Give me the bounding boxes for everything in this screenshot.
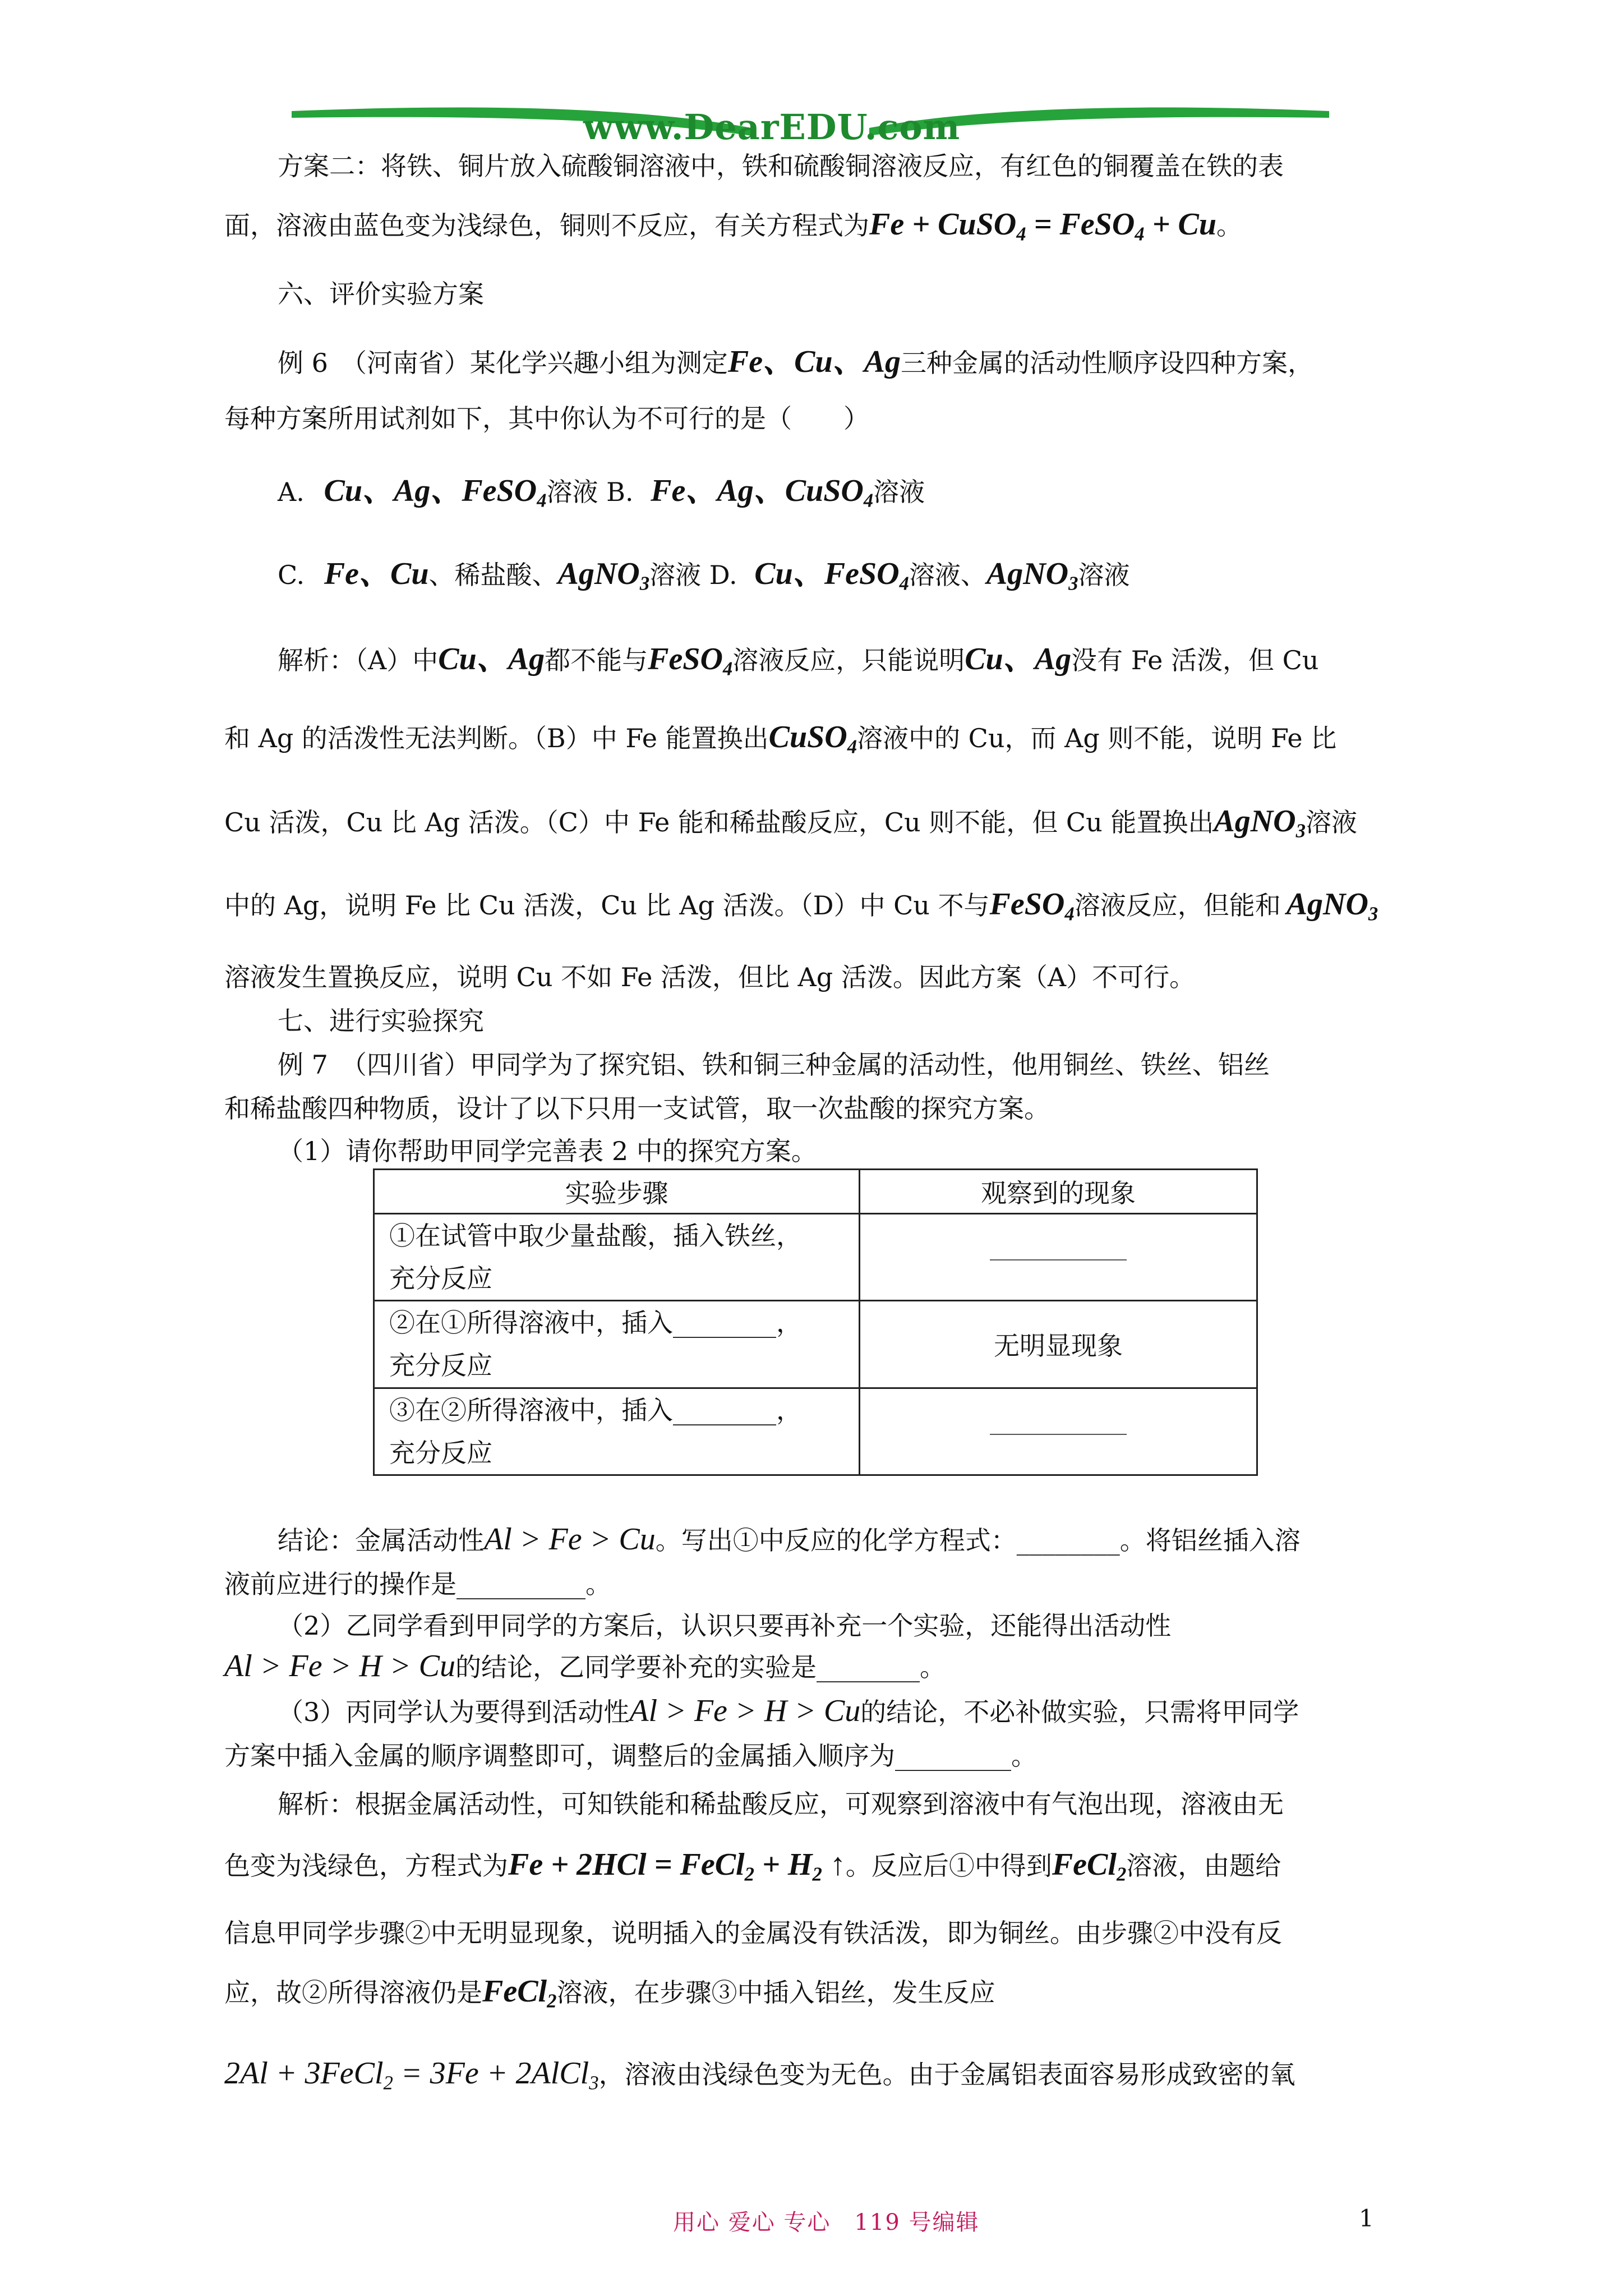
question-line: （2）乙同学看到甲同学的方案后，认识只要再补充一个实验，还能得出活动性 bbox=[278, 1611, 1172, 1641]
paragraph-line: 解析：（A）中Cu、Ag都不能与FeSO$_4$溶液反应，只能说明Cu、Ag没有 Fe 活泼，但 Cu bbox=[278, 642, 1319, 680]
paragraph-line: 信息甲同学步骤②中无明显现象，说明插入的金属没有铁活泼，即为铜丝。由步骤②中没有反 bbox=[224, 1918, 1282, 1948]
question-line: （3）丙同学认为要得到活动性Al > Fe > H > Cu的结论，不必补做实验，只需将甲同学 bbox=[278, 1694, 1299, 1728]
table-header: 观察到的现象 bbox=[860, 1170, 1257, 1214]
section-heading: 六、评价实验方案 bbox=[278, 279, 484, 309]
paragraph-line: 液前应进行的操作是__________。 bbox=[224, 1569, 611, 1599]
paragraph-line: 解析：根据金属活动性，可知铁能和稀盐酸反应，可观察到溶液中有气泡出现，溶液由无 bbox=[278, 1789, 1284, 1819]
paragraph-line: Al > Fe > H > Cu的结论，乙同学要补充的实验是________。 bbox=[224, 1649, 946, 1683]
paragraph-line: 结论：金属活动性Al > Fe > Cu。写出①中反应的化学方程式：________。将铝丝插入溶 bbox=[278, 1522, 1301, 1557]
table-row bbox=[374, 1214, 1257, 1301]
paragraph-line: 2Al + 3FeCl$_2$ = 3Fe + 2AlCl$_3$，溶液由浅绿色变为无色。由于金属铝表面容易形成致密的氧 bbox=[224, 2056, 1295, 2094]
paragraph-line: 溶液发生置换反应，说明 Cu 不如 Fe 活泼，但比 Ag 活泼。因此方案（A）不可行。 bbox=[224, 962, 1196, 992]
table-header-row bbox=[374, 1170, 1257, 1214]
paragraph-line: 应，故②所得溶液仍是FeCl$_2$溶液，在步骤③中插入铝丝，发生反应 bbox=[224, 1974, 995, 2012]
experiment-table bbox=[373, 1168, 1258, 1476]
option-line-ab: A. Cu、Ag、FeSO$_4$溶液 B. Fe、Ag、CuSO$_4$溶液 bbox=[278, 473, 925, 512]
question-line: （1）请你帮助甲同学完善表 2 中的探究方案。 bbox=[278, 1136, 817, 1166]
paragraph-line: 例 6 （河南省）某化学兴趣小组为测定Fe、Cu、Ag三种金属的活动性顺序设四种方案， bbox=[278, 344, 1313, 379]
paragraph-line: 方案二：将铁、铜片放入硫酸铜溶液中，铁和硫酸铜溶液反应，有红色的铜覆盖在铁的表 bbox=[278, 151, 1284, 181]
table-cell-step: ①在试管中取少量盐酸，插入铁丝， 充分反应 bbox=[374, 1214, 860, 1301]
header-site-name: www.DearEDU.com bbox=[583, 107, 961, 148]
paragraph-line: 面，溶液由蓝色变为浅绿色，铜则不反应，有关方程式为Fe + CuSO$_4$ = FeSO$_4$ + Cu。 bbox=[224, 207, 1243, 245]
table-cell-observation: 无明显现象 bbox=[860, 1301, 1257, 1388]
answer-blank bbox=[990, 1433, 1127, 1435]
table-cell-step: ②在①所得溶液中，插入________， 充分反应 bbox=[374, 1301, 860, 1388]
table-cell-step: ③在②所得溶液中，插入________， 充分反应 bbox=[374, 1388, 860, 1475]
paragraph-line: Cu 活泼，Cu 比 Ag 活泼。（C）中 Fe 能和稀盐酸反应，Cu 则不能，但 Cu 能置换出AgNO$_3$溶液 bbox=[224, 804, 1357, 842]
equation: Fe + CuSO$_4$ = FeSO$_4$ + Cu bbox=[869, 207, 1217, 245]
paragraph-line: 中的 Ag，说明 Fe 比 Cu 活泼，Cu 比 Ag 活泼。（D）中 Cu 不与FeSO$_4$溶液反应，但能和 AgNO$_3$ bbox=[224, 887, 1378, 925]
table-cell-observation bbox=[860, 1214, 1257, 1301]
paragraph-line: 每种方案所用试剂如下，其中你认为不可行的是（ ） bbox=[224, 403, 869, 434]
paragraph-line: 方案中插入金属的顺序调整即可，调整后的金属插入顺序为_________。 bbox=[224, 1741, 1037, 1771]
paragraph-line: 和稀盐酸四种物质，设计了以下只用一支试管，取一次盐酸的探究方案。 bbox=[224, 1093, 1050, 1124]
answer-blank bbox=[990, 1258, 1127, 1260]
table-header: 实验步骤 bbox=[374, 1170, 860, 1214]
table-row bbox=[374, 1301, 1257, 1388]
page-number: 1 bbox=[1359, 2205, 1374, 2232]
paragraph-line: 色变为浅绿色，方程式为Fe + 2HCl = FeCl$_2$ + $H_2$ ↑。反应后①中得到FeCl$_2$溶液，由题给 bbox=[224, 1847, 1281, 1885]
paragraph-line: 例 7 （四川省）甲同学为了探究铝、铁和铜三种金属的活动性，他用铜丝、铁丝、铝丝 bbox=[278, 1050, 1270, 1080]
page-footer: 用心 爱心 专心 119 号编辑 bbox=[673, 2210, 980, 2235]
table-cell-observation bbox=[860, 1388, 1257, 1475]
section-heading: 七、进行实验探究 bbox=[278, 1006, 484, 1036]
option-line-cd: C. Fe、Cu、稀盐酸、AgNO$_3$溶液 D. Cu、FeSO$_4$溶液、AgNO$_3$溶液 bbox=[278, 556, 1130, 595]
table-row bbox=[374, 1388, 1257, 1475]
paragraph-line: 和 Ag 的活泼性无法判断。（B）中 Fe 能置换出CuSO$_4$溶液中的 Cu，而 Ag 则不能，说明 Fe 比 bbox=[224, 720, 1337, 758]
